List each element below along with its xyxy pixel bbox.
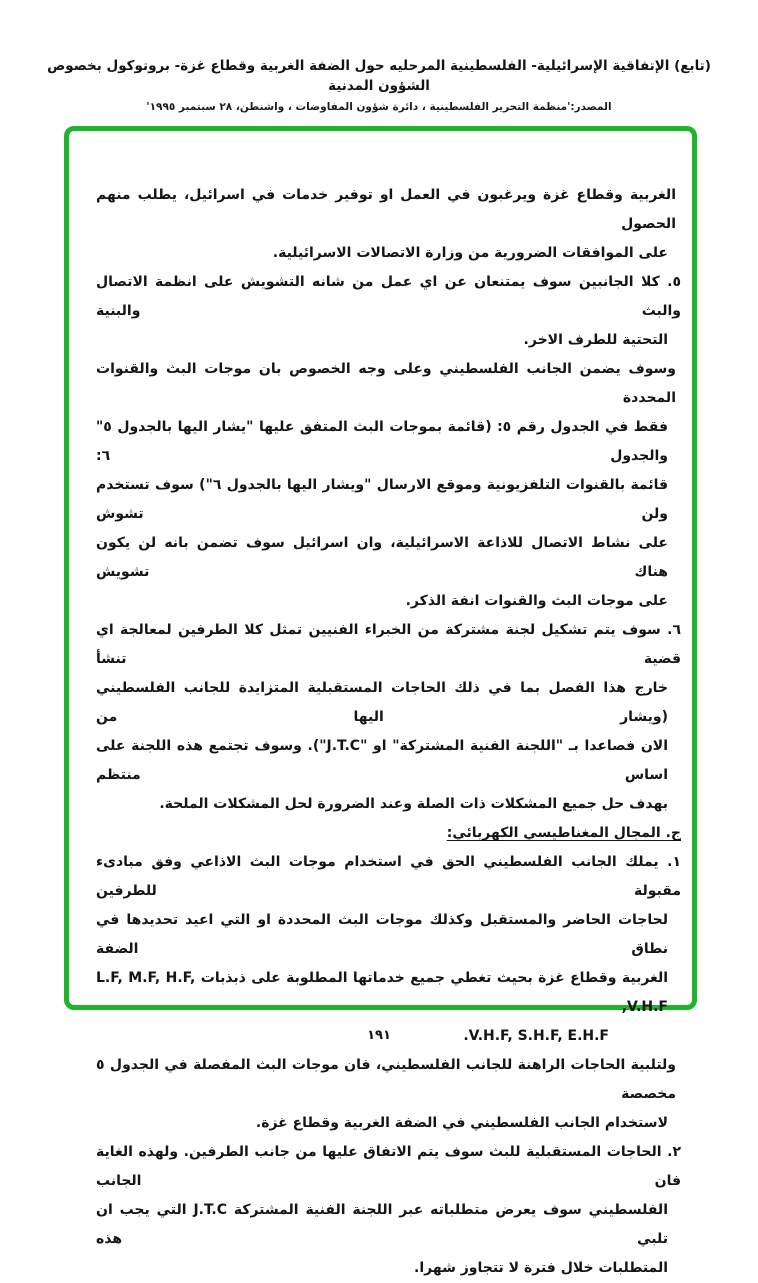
- text-line: V.H.F, S.H.F, E.H.F.: [463, 1028, 609, 1044]
- page-number: ١٩١: [367, 1028, 391, 1043]
- text-line: ٦. سوف يتم تشكيل لجنة مشتركة من الخبراء الفنيين تمثل كلا الطرفين لمعالجة اي قضية تنشأ: [96, 622, 681, 667]
- text-line: الغربية وقطاع غزة ويرغبون في العمل او توفير خدمات في اسرائيل، يطلب منهم الحصول: [96, 187, 676, 232]
- text-line: فقط في الجدول رقم ٥: (قائمة بموجات البث المتفق عليها "يشار اليها بالجدول ٥" والجدول ٦:: [96, 419, 668, 464]
- text-line: ٢. الحاجات المستقبلية للبث سوف يتم الاتفاق عليها من جانب الطرفين. ولهذه الغاية فان الجانب: [96, 1144, 681, 1189]
- text-line: خارج هذا الفصل بما في ذلك الحاجات المستقبلية المتزايدة للجانب الفلسطيني (ويشار اليها من: [96, 680, 668, 725]
- text-line: لاستخدام الجانب الفلسطيني في الضفة الغربية وقطاع غزة.: [255, 1115, 668, 1131]
- text-line: الغربية وقطاع غزة بحيث تغطي جميع خدماتها المطلوبة على ذبذبات L.F, M.F, H.F, V.H.F,: [96, 970, 669, 1015]
- text-line: وسوف يضمن الجانب الفلسطيني وعلى وجه الخصوص بان موجات البث والقنوات المحددة: [96, 361, 676, 406]
- text-line: ج. المجال المغناطيسي الكهربائي:: [446, 825, 681, 841]
- text-line: ولتلبية الحاجات الراهنة للجانب الفلسطيني، فان موجات البث المفصلة في الجدول ٥ مخصصة: [96, 1057, 676, 1102]
- page-header: [0, 56, 758, 113]
- text-line: على موجات البث والقنوات انفة الذكر.: [405, 593, 668, 609]
- text-line: على نشاط الاتصال للاذاعة الاسرائيلية، وان اسرائيل سوف تضمن بانه لن يكون هناك تشويش: [96, 535, 668, 580]
- document-body-text: [96, 181, 681, 1283]
- text-line: بهدف حل جميع المشكلات ذات الصلة وعند الضرورة لحل المشكلات الملحة.: [159, 796, 668, 812]
- text-line: الفلسطيني سوف يعرض متطلباته عبر اللجنة الفنية المشتركة J.T.C التي يجب ان تلبي هذه: [96, 1202, 668, 1247]
- text-line: لحاجات الحاضر والمستقبل وكذلك موجات البث المحددة او التي اعيد تحديدها في نطاق الضفة: [96, 912, 668, 957]
- text-line: قائمة بالقنوات التلفزيونية وموقع الارسال "ويشار اليها بالجدول ٦") سوف تستخدم ولن تشوش: [96, 477, 668, 522]
- text-line: ١. يملك الجانب الفلسطيني الحق في استخدام موجات البث الاذاعي وفق مبادىء مقبولة للطرفين: [96, 854, 681, 899]
- text-line: الان فصاعدا بـ "اللجنة الفنية المشتركة" او "J.T.C"). وسوف تجتمع هذه اللجنة على اساس منتظم: [96, 738, 669, 783]
- text-line: التحتية للطرف الاخر.: [523, 332, 668, 348]
- text-line: المتطلبات خلال فترة لا تتجاوز شهرا.: [414, 1260, 668, 1276]
- text-line: ٥. كلا الجانبين سوف يمتنعان عن اي عمل من شانه التشويش على انظمة الاتصال والبث والبنية: [96, 274, 681, 319]
- document-title: (تابع) الإتفاقية الإسرائيلية- الفلسطينية المرحليه حول الضفة الغربية وقطاع غزة- بروتوكول بخصوص الشؤون المدنية: [47, 58, 711, 94]
- document-source-line: المصدر:'منظمة التحرير الفلسطينية ، دائرة شؤون المفاوضات ، واشنطن، ٢٨ سبتمبر ١٩٩٥': [146, 101, 612, 113]
- text-line: على الموافقات الضرورية من وزارة الاتصالات الاسرائيلية.: [272, 245, 668, 261]
